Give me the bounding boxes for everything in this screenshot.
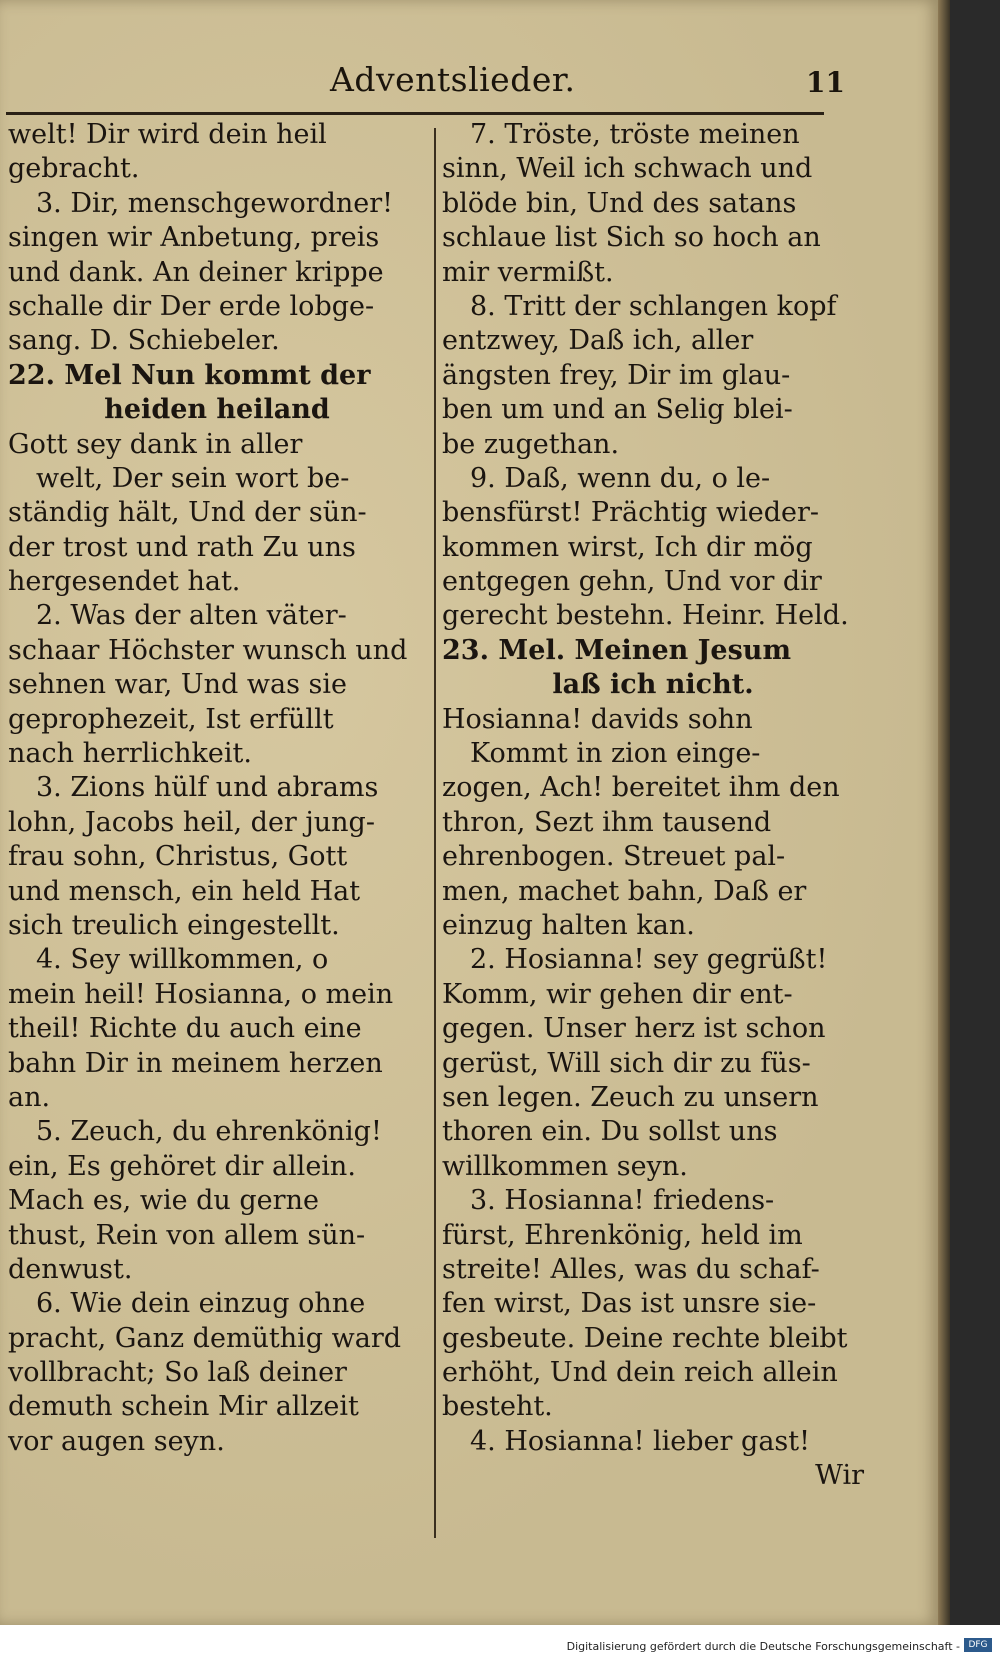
text-line: singen wir Anbetung, preis <box>8 222 380 254</box>
text-line: frau sohn, Christus, Gott <box>8 841 348 873</box>
text-line: 3. Dir, menschgewordner! <box>36 187 394 219</box>
text-line: 4. Sey willkommen, o <box>36 944 329 976</box>
text-line: gerüst, Will sich dir zu füs- <box>442 1047 811 1079</box>
text-line: 9. Daß, wenn du, o le- <box>470 462 771 494</box>
text-line: pracht, Ganz demüthig ward <box>8 1322 402 1354</box>
text-line: der trost und rath Zu uns <box>8 531 356 563</box>
text-line: an. <box>8 1081 51 1113</box>
page-edge <box>938 0 950 1625</box>
left-column <box>8 118 426 1459</box>
text-line: gerecht bestehn. Heinr. Held. <box>442 600 849 632</box>
text-line: heiden heiland <box>104 394 330 426</box>
text-line: zogen, Ach! bereitet ihm den <box>442 772 840 804</box>
text-line: thoren ein. Du sollst uns <box>442 1116 778 1148</box>
text-line: 2. Hosianna! sey gegrüßt! <box>470 944 828 976</box>
text-line: be zugethan. <box>442 428 620 460</box>
text-line: und dank. An deiner krippe <box>8 256 384 288</box>
text-line: schalle dir Der erde lobge- <box>8 290 375 322</box>
text-line: gebracht. <box>8 153 140 185</box>
text-line: schaar Höchster wunsch und <box>8 634 408 666</box>
text-line: entzwey, Daß ich, aller <box>442 325 754 357</box>
text-line: ben um und an Selig blei- <box>442 394 793 426</box>
text-line: sen legen. Zeuch zu unsern <box>442 1081 819 1113</box>
text-line: Wir <box>815 1460 864 1492</box>
text-line: gegen. Unser herz ist schon <box>442 1013 826 1045</box>
text-line: 3. Zions hülf und abrams <box>36 772 379 804</box>
text-line: Gott sey dank in aller <box>8 428 303 460</box>
text-line: mir vermißt. <box>442 256 614 288</box>
text-line: demuth schein Mir allzeit <box>8 1391 359 1423</box>
text-line: thust, Rein von allem sün- <box>8 1219 366 1251</box>
text-line: ständig hält, Und der sün- <box>8 497 367 529</box>
running-title: Adventslieder. <box>330 60 576 99</box>
text-line: nach herrlichkeit. <box>8 738 252 770</box>
text-line: vollbracht; So laß deiner <box>8 1357 347 1389</box>
text-line: lohn, Jacobs heil, der jung- <box>8 806 375 838</box>
text-line: bahn Dir in meinem herzen <box>8 1047 383 1079</box>
text-line: vor augen seyn. <box>8 1425 225 1457</box>
text-line: 7. Tröste, tröste meinen <box>470 119 800 150</box>
text-line: men, machet bahn, Daß er <box>442 875 807 907</box>
text-line: einzug halten kan. <box>442 909 695 941</box>
text-line: 3. Hosianna! friedens- <box>470 1185 775 1217</box>
text-line: ein, Es gehöret dir allein. <box>8 1150 356 1182</box>
text-line: Kommt in zion einge- <box>470 738 761 770</box>
text-line: thron, Sezt ihm tausend <box>442 806 772 838</box>
header-rule <box>6 112 824 115</box>
text-line: mein heil! Hosianna, o mein <box>8 978 394 1010</box>
text-line: streite! Alles, was du schaf- <box>442 1253 820 1285</box>
text-line: und mensch, ein held Hat <box>8 875 361 907</box>
text-line: sich treulich eingestellt. <box>8 909 340 941</box>
text-line: 4. Hosianna! lieber gast! <box>470 1425 810 1457</box>
text-line: entgegen gehn, Und vor dir <box>442 566 822 598</box>
text-line: erhöht, Und dein reich allein <box>442 1357 838 1389</box>
text-line: denwust. <box>8 1253 133 1285</box>
text-line: schlaue list Sich so hoch an <box>442 222 821 254</box>
text-line: Hosianna! davids sohn <box>442 703 753 735</box>
text-line: Mach es, wie du gerne <box>8 1185 319 1217</box>
text-line: welt! Dir wird dein heil <box>8 119 327 150</box>
text-line: blöde bin, Und des satans <box>442 187 797 219</box>
text-line: laß ich nicht. <box>552 669 754 701</box>
text-line: fen wirst, Das ist unsre sie- <box>442 1288 817 1320</box>
text-line: sinn, Weil ich schwach und <box>442 153 813 185</box>
text-line: 22. Mel Nun kommt der <box>8 359 371 391</box>
text-line: besteht. <box>442 1391 553 1423</box>
text-line: kommen wirst, Ich dir mög <box>442 531 813 563</box>
text-line: 2. Was der alten väter- <box>36 600 347 632</box>
text-line: willkommen seyn. <box>442 1150 688 1182</box>
text-line: fürst, Ehrenkönig, held im <box>442 1219 803 1251</box>
text-line: theil! Richte du auch eine <box>8 1013 362 1045</box>
text-line: gesbeute. Deine rechte bleibt <box>442 1322 848 1354</box>
text-line: geprophezeit, Ist erfüllt <box>8 703 334 735</box>
funding-note: Digitalisierung gefördert durch die Deutsche Forschungsgemeinschaft - <box>566 1640 960 1653</box>
text-line: Komm, wir gehen dir ent- <box>442 978 793 1010</box>
text-line: sang. D. Schiebeler. <box>8 325 280 357</box>
column-divider <box>434 128 436 1538</box>
text-line: hergesendet hat. <box>8 566 241 598</box>
text-line: ängsten frey, Dir im glau- <box>442 359 791 391</box>
text-line: sehnen war, Und was sie <box>8 669 348 701</box>
text-line: welt, Der sein wort be- <box>36 462 350 494</box>
text-line: 5. Zeuch, du ehrenkönig! <box>36 1116 382 1148</box>
right-column <box>442 118 864 1494</box>
text-line: bensfürst! Prächtig wieder- <box>442 497 819 529</box>
text-line: 23. Mel. Meinen Jesum <box>442 634 792 666</box>
text-line: 6. Wie dein einzug ohne <box>36 1288 366 1320</box>
page-number: 11 <box>806 66 845 99</box>
text-line: 8. Tritt der schlangen kopf <box>470 290 837 322</box>
text-line: ehrenbogen. Streuet pal- <box>442 841 786 873</box>
dfg-logo: DFG <box>964 1638 992 1652</box>
